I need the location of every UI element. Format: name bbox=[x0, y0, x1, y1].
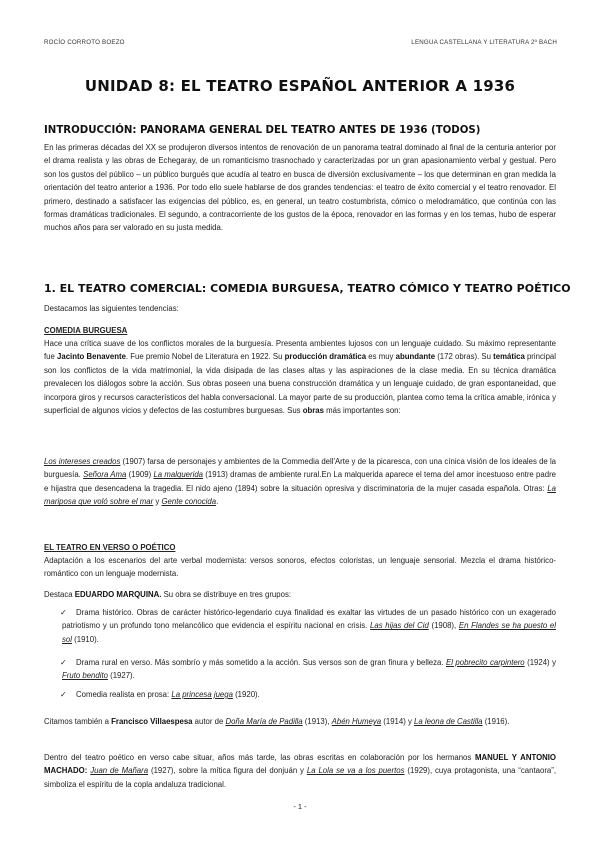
check-icon: ✓ bbox=[60, 608, 67, 617]
marquina-group-rural: ✓ Drama rural en verso. Más sombrío y más sometido a la acción. Sus versos son de gran finura y belleza. El pobrecito carpintero (1924) y Fruto bendito (1927). bbox=[60, 658, 557, 681]
comedia-works-paragraph: Los intereses creados (1907) farsa de personajes y ambientes de la Commedia dell'Arte y de la picaresca, con una cínica visión de los ideales de la burguesía. Señora Ama (1909) La malquerida (1913) dramas de ambiente rural.En La malquerida aparece el tema del amor incestuoso entre padre e hijastra que desencadena la tragedia. El nido ajeno (1894) sobre la situación opresiva y discriminatoria de la mujer casada española. Otras: La mariposa que voló sobre el mar y Gente conocida. bbox=[44, 457, 557, 507]
machado-paragraph: Dentro del teatro poético en verso cabe situar, años más tarde, las obras escritas en colaboración por los hermanos MANUEL Y ANTONIO MACHADO: Juan de Mañara (1927), sobre la mítica figura del donjuán y La Lola se va a los puertos (1929), cuya protagonista, una “cantaora”, simboliza el espíritu de la copla andaluza tradicional. bbox=[44, 753, 557, 789]
work-title: En Flandes se ha puesto el sol bbox=[62, 621, 556, 644]
comedia-paragraph: Hace una crítica suave de los conflictos morales de la burguesía. Presenta ambientes lujosos con un lenguaje cuidado. Su máximo representante fue Jacinto Benavente. Fue premio Nobel de Literatura en 1922. Su producción dramática es muy abundante (172 obras). Su temática principal son los conflictos de la vida matrimonial, la vida disipada de las clases altas y las aspiraciones de la clase media. En su técnica dramática prevalecen los diálogos sobre la acción. Sus obras poseen una buena construcción dramática y un lenguaje cuidado, de gran espontaneidad, que incorpora giros y recursos característicos del habla conversacional. La mayor parte de su producción, plantea como tema la crítica amable, irónica y superficial de algunos vicios y defectos de las costumbres burguesas. Sus obras más importantes son: bbox=[44, 339, 556, 416]
work-title: Juan de Mañara bbox=[90, 766, 149, 776]
intro-paragraph: En las primeras décadas del XX se produjeron diversos intentos de renovación de un panorama teatral dominado al final de la centuria anterior por el drama realista y las obras de Echegaray, de un romanticismo trasnochado y caracterizadas por un gran apasionamiento verbal y gestual. Pero son los gustos del público – un público burgués que acudía al teatro en busca de diversión exclusivamente – los que determinan en gran medida la orientación del teatro anterior a 1936. Por todo ello suele hablarse de dos grandes tendencias: el teatro de éxito comercial y el teatro renovador. El primero, destinado a satisfacer las exigencias del público, es, en general, un teatro costumbrista, cómico o melodramático, que continúa con las formas dramáticas tradicionales. El segundo, a contracorriente de los gustos de la época, renovador en las formas y en los temas, hubo de esperar muchos años para ser valorado en su justa medida. bbox=[44, 143, 556, 233]
work-title: Gente conocida bbox=[161, 497, 217, 507]
page-number: - 1 - bbox=[293, 802, 307, 811]
check-icon: ✓ bbox=[60, 658, 67, 667]
work-title: El pobrecito carpintero bbox=[446, 658, 525, 667]
page-title: UNIDAD 8: EL TEATRO ESPAÑOL ANTERIOR A 1936 bbox=[84, 77, 516, 95]
header-author: ROCÍO CORROTO BOEZO bbox=[44, 39, 125, 46]
author-benavente: Jacinto Benavente bbox=[57, 352, 126, 362]
work-title: Fruto bendito bbox=[62, 671, 108, 681]
section1-lead: Destacamos las siguientes tendencias: bbox=[44, 304, 179, 313]
header-course: LENGUA CASTELLANA Y LITERATURA 2º BACH bbox=[411, 39, 557, 46]
verso-subheading: EL TEATRO EN VERSO O POÉTICO bbox=[44, 543, 176, 552]
verso-paragraph: Adaptación a los escenarios del arte verbal modernista: versos sonoros, efectos coloristas, un lenguaje sensorial. Mezcla el drama histórico-romántico con un lenguaje modernista. bbox=[44, 556, 556, 579]
comedia-subheading: COMEDIA BURGUESA bbox=[44, 326, 128, 335]
check-icon: ✓ bbox=[60, 690, 67, 699]
marquina-group-historico: ✓ Drama histórico. Obras de carácter histórico-legendario cuya finalidad es exaltar las virtudes de un pasado histórico con un exagerado patriotismo y un profundo tono melancólico que evidencia el espíritu nacional en crisis. Las hijas del Cid (1908), En Flandes se ha puesto el sol (1910). bbox=[60, 608, 556, 644]
section1-heading: 1. EL TEATRO COMERCIAL: COMEDIA BURGUESA, TEATRO CÓMICO Y TEATRO POÉTICO bbox=[44, 282, 571, 295]
work-title: Abén Humeya bbox=[331, 717, 382, 726]
intro-heading: INTRODUCCIÓN: PANORAMA GENERAL DEL TEATRO ANTES DE 1936 (TODOS) bbox=[44, 125, 481, 136]
marquina-group-realista: ✓ Comedia realista en prosa: La princesa juega (1920). bbox=[62, 688, 556, 701]
work-title: Las hijas del Cid bbox=[370, 621, 429, 631]
work-title: La malquerida bbox=[153, 470, 204, 480]
work-title: La mariposa que voló sobre el mar bbox=[44, 483, 556, 507]
marquina-paragraph: Destaca EDUARDO MARQUINA. Su obra se distribuye en tres grupos: bbox=[44, 590, 292, 599]
work-title: Señora Ama bbox=[83, 470, 127, 480]
work-title: La leona de Castilla bbox=[414, 717, 483, 726]
villaespesa-paragraph: Citamos también a Francisco Villaespesa autor de Doña María de Padilla (1913), Abén Humeya (1914) y La leona de Castilla (1916). bbox=[44, 717, 510, 726]
work-title: Doña María de Padilla bbox=[225, 717, 303, 726]
work-title: Los intereses creados bbox=[44, 457, 121, 466]
work-title: La princesa juega bbox=[171, 690, 233, 699]
work-title: La Lola se va a los puertos bbox=[306, 766, 405, 776]
